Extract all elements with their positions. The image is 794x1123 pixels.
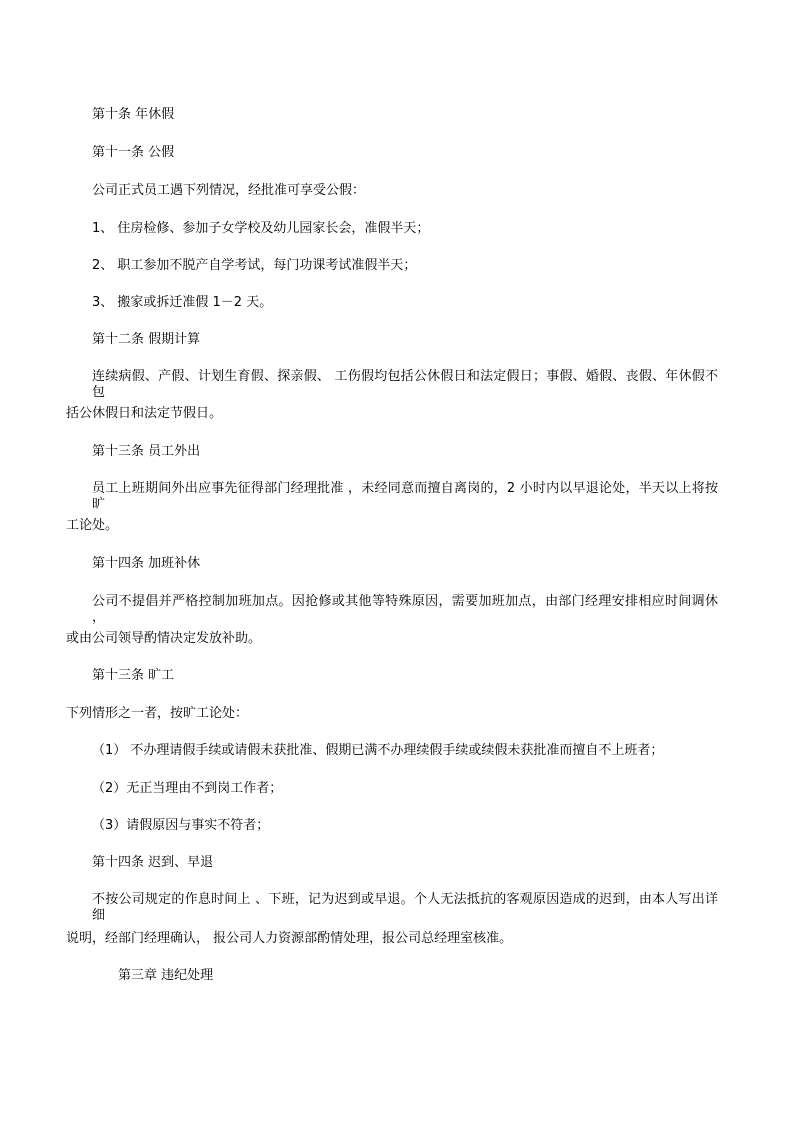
article-12-heading: 第十二条 假期计算 [92, 332, 201, 347]
article-11-item-2: 2、 职工参加不脱产自学考试，每门功课考试准假半天； [92, 258, 417, 273]
article-13b-item-2: （2）无正当理由不到岗工作者； [92, 781, 283, 796]
article-14b-body-line-1: 不按公司规定的作息时间上 、下班，记为迟到或早退。个人无法抵抗的客观原因造成的迟到，由本人写出详细 [92, 892, 718, 923]
article-10-heading: 第十条 年休假 [92, 107, 175, 122]
article-11-item-3: 3、 搬家或拆迁准假 1－2 天。 [92, 295, 273, 310]
article-14a-body-line-2: 或由公司领导酌情决定发放补助。 [66, 631, 262, 646]
article-14a-heading: 第十四条 加班补休 [92, 556, 201, 571]
article-13b-intro: 下列情形之一者，按旷工论处： [66, 706, 249, 721]
article-13a-body-line-2: 工论处。 [66, 518, 119, 533]
article-12-body-line-2: 括公休假日和法定节假日。 [66, 406, 223, 421]
chapter-3-heading: 第三章 违纪处理 [118, 968, 214, 983]
article-13b-item-1: （1） 不办理请假手续或请假未获批准、假期已满不办理续假手续或续假未获批准而擅自不上班者； [92, 743, 664, 758]
article-11-item-1: 1、 住房检修、参加子女学校及幼儿园家长会，准假半天； [92, 221, 430, 236]
article-13b-heading: 第十三条 旷工 [92, 668, 175, 683]
article-14a-body-line-1: 公司不提倡并严格控制加班加点。因抢修或其他等特殊原因，需要加班加点，由部门经理安排相应时间调休 ， [92, 594, 718, 625]
article-11-heading: 第十一条 公假 [92, 145, 175, 160]
article-14b-heading: 第十四条 迟到、早退 [92, 855, 214, 870]
article-12-body-line-1: 连续病假、产假、计划生育假、探亲假、 工伤假均包括公休假日和法定假日；事假、婚假、丧假、年休假不包 [92, 369, 718, 400]
article-11-intro: 公司正式员工遇下列情况，经批准可享受公假： [92, 183, 366, 198]
article-13a-heading: 第十三条 员工外出 [92, 444, 201, 459]
article-14b-body-line-2: 说明，经部门经理确认， 报公司人力资源部酌情处理，报公司总经理室核准。 [66, 931, 513, 946]
article-13b-item-3: （3）请假原因与事实不符者； [92, 818, 270, 833]
article-13a-body-line-1: 员工上班期间外出应事先征得部门经理批准 ，未经同意而擅自离岗的，2 小时内以早退论处，半天以上将按旷 [92, 481, 718, 512]
